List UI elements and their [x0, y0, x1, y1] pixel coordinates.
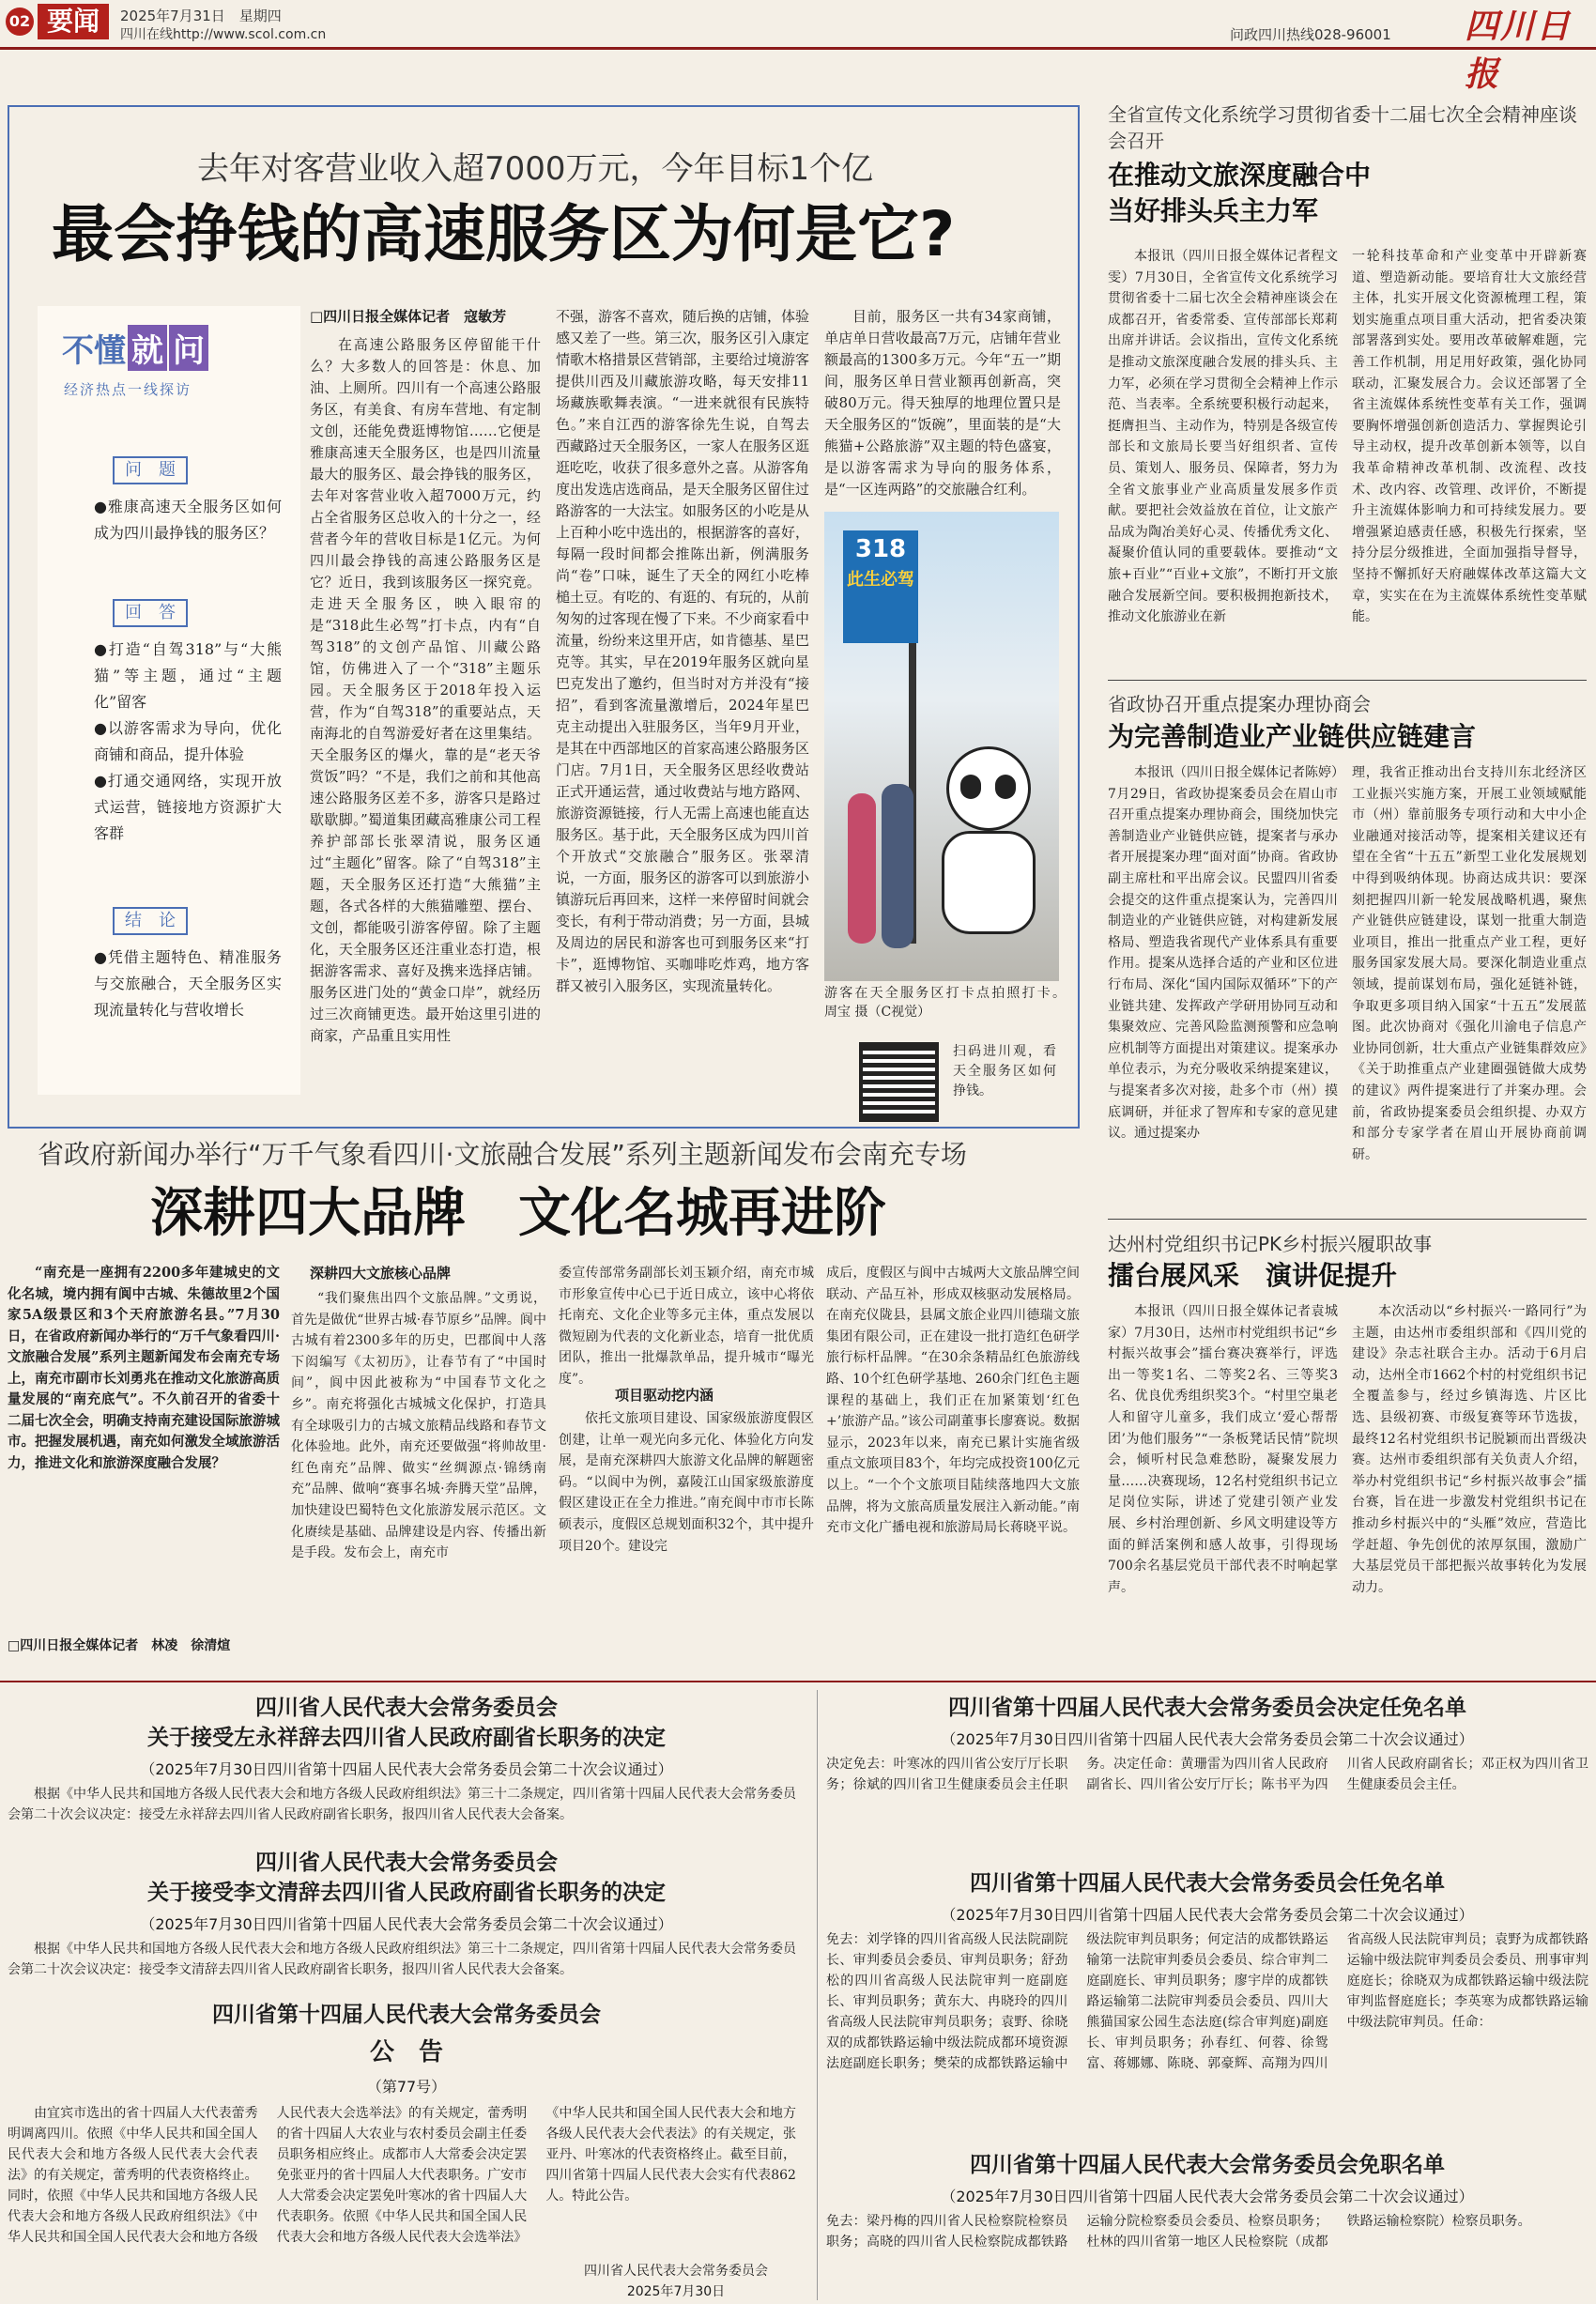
section-label: 要闻	[38, 4, 109, 39]
story3-kicker: 省政协召开重点提案办理协商会	[1108, 693, 1371, 715]
issue-date: 2025年7月31日 星期四	[120, 8, 282, 24]
story1-photo-caption: 游客在天全服务区打卡点拍照打卡。 周宝 摄（C视觉）	[824, 986, 1112, 1020]
story5-col2b: 依托文旅项目建设、国家级旅游度假区创建，让单一观光向多元化、体验化方向发展，是南充深耕四大旅游文化品牌的解题密码。“以阆中为例，嘉陵江山国家级旅游度假区建设正在全力推进。”南充阆中市市长陈硕表示，度假区总规划面积32个，其中提升项目20个。建设完	[559, 1411, 814, 1554]
qr-note: 扫码进川观，看天全服务区如何挣钱。	[953, 1044, 1056, 1098]
notice5-date: （2025年7月30日四川省第十四届人民代表大会常务委员会第二十次会议通过）	[941, 1906, 1474, 1924]
story5-headline: 深耕四大品牌 文化名城再进阶	[150, 1183, 886, 1244]
notice2-org: 四川省人民代表大会常务委员会	[255, 1851, 558, 1875]
story4-col2: 本次活动以“乡村振兴·一路同行”为主题，由达州市委组织部和《四川党的建设》杂志社联合主办。活动于6月启动，达州全市1662个村的村党组织书记全覆盖参与，经过乡镇海选、片区比选、县级初赛、市级复赛等环节选拔，最终12名村党组织书记脱颖而出晋级决赛。达州市委组织部有关负责人介绍，举办村党组织书记“乡村振兴故事会”擂台赛，旨在进一步激发村党组织书记在推动乡村振兴中的“头雁”效应，营造比学赶超、争先创优的浓厚氛围，激励广大基层党员干部把振兴故事转化为发展动力。	[1352, 1304, 1587, 1595]
notice6-body: 免去：梁丹梅的四川省人民检察院检察员职务；高晓的四川省人民检察院成都铁路运输分院检察委员会委员、检察员职务；杜林的四川省第一地区人民检察院（成都铁路运输检察院）检察员职务。	[826, 2214, 1531, 2250]
sidebar-tagline: 经济热点一线探访	[64, 381, 192, 398]
panda-figure	[937, 746, 1040, 934]
notice4-date: （2025年7月30日四川省第十四届人民代表大会常务委员会第二十次会议通过）	[941, 1730, 1474, 1748]
answer-label: 回 答	[113, 599, 188, 627]
story2-col2: 一轮科技革命和产业变革中开辟新赛道、塑造新动能。要培育壮大文旅经营主体，扎实开展文化资源梳理工程，策划实施重点项目重大活动，把省委决策部署落到实处。要用改革破解难题，完善工作机制，用足用好政策，强化协同联动，汇聚发展合力。会议还部署了全省主流媒体系统性变革有关工作，强调要胸怀增强创新创造活力、掌握舆论引导主动权，提升改革创新本领等，以自我革命精神改革机制、改流程、改技术、改内容、改管理、改评价，不断提升主流媒体影响力和可持续发展力。要增强紧迫感责任感，积极先行探索，坚持分层分级推进，全面加强指导督导，坚持不懈抓好天府融媒体改革这篇大文章，实实在在为主流媒体系统性变革赋能。	[1352, 249, 1587, 625]
notice1-org: 四川省人民代表大会常务委员会	[255, 1696, 558, 1720]
notice3-sign-date: 2025年7月30日	[626, 2284, 726, 2299]
question-label: 问 题	[113, 456, 188, 484]
story5-byline: □四川日报全媒体记者 林凌 徐清煊	[8, 1638, 231, 1653]
story1-photo	[824, 512, 1059, 981]
divider	[1108, 680, 1587, 681]
story5-lead: “南充是一座拥有2200多年建城史的文化名城，境内拥有阆中古城、朱德故里2个国家5A级景区和3个天府旅游名县。”7月30日，在省政府新闻办举行的“万千气象看四川·文旅融合发展”系列主题新闻发布会南充专场上，南充市副市长刘勇兆在推动文化旅游高质量发展的“南充底气”。不久前召开的省委十二届七次全会，明确支持南充建设国际旅游城市。把握发展机遇，南充如何激发全域旅游活力，推进文化和旅游深度融合发展？	[8, 1265, 280, 1471]
notice4-body: 决定免去：叶寒冰的四川省公安厅厅长职务；徐斌的四川省卫生健康委员会主任职务。决定任命：黄珊雷为四川省人民政府副省长、四川省公安厅厅长；陈书平为四川省人民政府副省长；邓正权为四川省卫生健康委员会主任。	[826, 1757, 1588, 1792]
answer-item: ●打造“自驾318”与“大熊猫”等主题，通过“主题化”留客	[94, 640, 282, 711]
notice3-number: （第77号）	[366, 2078, 447, 2096]
conclusion-text: ●凭借主题特色、精准服务与交旅融合，天全服务区实现流量转化与营收增长	[94, 948, 282, 1019]
sign-318: 318	[854, 535, 907, 563]
notice4-title: 四川省第十四届人民代表大会常务委员会决定任免名单	[948, 1696, 1466, 1720]
story5-col3: 成后，度假区与阆中古城两大文旅品牌空间联动、产品互补，形成双核驱动发展格局。在南充仪陇县，县属文旅企业四川德瑞文旅集团有限公司，正在建设一批打造红色研学旅行标杆品牌。“在30余条精品红色旅游线路、10个红色研学基地、260余门红色主题课程的基础上，我们正在加紧策划‘红色+’旅游产品。”该公司副董事长廖赛说。数据显示，2023年以来，南充已累计实施省级重点文旅项目83个，年均完成投资100亿元以上。“一个个文旅项目陆续落地四大文旅品牌，将为文旅高质量发展注入新动能。”南充市文化广播电视和旅游局局长蒋晓平说。	[826, 1266, 1080, 1536]
story3-headline: 为完善制造业产业链供应链建言	[1108, 721, 1477, 752]
brand-text-b: 就	[128, 325, 167, 371]
notice6-date: （2025年7月30日四川省第十四届人民代表大会常务委员会第二十次会议通过）	[941, 2188, 1474, 2205]
story5-subhead-2: 项目驱动挖内涵	[615, 1387, 714, 1404]
answer-item: ●以游客需求为导向，优化商铺和商品，提升体验	[94, 719, 282, 763]
divider	[1108, 1219, 1587, 1220]
notice2-date: （2025年7月30日四川省第十四届人民代表大会常务委员会第二十次会议通过）	[140, 1915, 673, 1933]
answer-list	[94, 637, 282, 847]
notice3-body: 由宜宾市选出的省十四届人大代表蕾秀明调离四川。依照《中华人民共和国全国人民代表大会和地方各级人民代表大会代表法》的有关规定，蕾秀明的代表资格终止。同时，依照《中华人民共和国地方各级人民代表大会和地方各级人民政府组织法》《中华人民共和国全国人民代表大会和地方各级人民代表大会选举法》的有关规定，蕾秀明的省十四届人大农业与农村委员会副主任委员职务相应终止。成都市人大常委会决定罢免张亚丹的省十四届人大代表职务。广安市人大常委会决定罢免叶寒冰的省十四届人大代表职务。依照《中华人民共和国全国人民代表大会和地方各级人民代表大会选举法》《中华人民共和国全国人民代表大会和地方各级人民代表大会代表法》的有关规定，张亚丹、叶寒冰的代表资格终止。截至目前，四川省第十四届人民代表大会实有代表862人。特此公告。	[8, 2106, 796, 2245]
story4-kicker: 达州村党组织书记PK乡村振兴履职故事	[1108, 1233, 1433, 1255]
sidebar-brand	[62, 325, 208, 371]
notice3-sign-org: 四川省人民代表大会常务委员会	[584, 2264, 768, 2279]
story4-col1: 本报讯（四川日报全媒体记者袁城家）7月30日，达州市村党组织书记“乡村振兴故事会”擂台赛决赛举行，评选出一等奖1名、二等奖2名、三等奖3名、优良优秀组织奖3个。“村里空巢老人和留守儿童多，我们成立‘爱心帮帮团’为他们服务”“一条板凳话民情”院坝会，倾听村民急难愁盼，凝聚发展力量……决赛现场，12名村党组织书记立足岗位实际，讲述了党建引领产业发展、乡村治理创新、乡风文明建设等方面的鲜活案例和感人故事，引得现场700余名基层党员干部代表不时响起掌声。	[1108, 1304, 1338, 1595]
story3-col1: 本报讯（四川日报全媒体记者陈婷）7月29日，省政协提案委员会在眉山市召开重点提案办理协商会，围绕加快完善制造业产业链供应链，提案者与承办者开展提案办理“面对面”协商。省政协副主席杜和平出席会议。民盟四川省委会提交的这件重点提案认为，完善四川制造业的产业链供应链，对构建新发展格局、塑造我省现代产业体系具有重要作用。提案从选择合适的产业和区位进行布局、深化“国内国际双循环”下的产业链共建、发挥政产学研用协同互动和集聚效应、完善风险监测预警和应急响应机制等方面提出对策建议。提案承办单位表示，为充分吸收采纳提案建议，与提案者多次对接，赴多个市（州）摸底调研，并征求了智库和专家的意见建议。通过提案办	[1108, 765, 1338, 1142]
section-rule	[0, 1681, 1596, 1682]
notice3-org: 四川省第十四届人民代表大会常务委员会	[212, 2003, 601, 2027]
story2-headline-a: 在推动文旅深度融合中	[1108, 160, 1372, 191]
hotline: 问政四川热线028-96001	[1230, 26, 1391, 43]
story1-col1: 在高速公路服务区停留能干什么？大多数人的回答是：休息、加油、上厕所。四川有一个高速公路服务区，有美食、有房车营地、有定制文创，还能免费逛博物馆……它便是雅康高速天全服务区，也是四川流量最大的服务区、最会挣钱的服务区，去年对客营业收入超7000万元，约占全省服务区总收入的十分之一，经营者今年的营收目标是1亿元。为何四川最会挣钱的高速公路服务区是它？近日，我到该服务区一探究竟。走进天全服务区，映入眼帘的是“318此生必驾”打卡点，内有“自驾318”的文创产品馆、川藏公路馆，仿佛进入了一个“318”主题乐园。天全服务区于2018年投入运营，作为“自驾318”的重要站点，天南海北的自驾游爱好者在这里集结。天全服务区的爆火，靠的是“老天爷赏饭”吗？“不是，我们之前和其他高速公路服务区差不多，游客只是路过歇歇脚。”蜀道集团藏高雅康公司工程养护部部长张翠清说，服务区通过“主题化”留客。除了“自驾318”主题，天全服务区还打造“大熊猫”主题，各式各样的大熊猫雕塑、摆台、文创，都能吸引游客停留。除了主题化，天全服务区还注重业态打造，根据游客需求、喜好及携来选择店铺。服务区进门处的“黄金口岸”，就经历过三次商铺更迭。最开始这里引进的商家，产品重且实用性	[310, 336, 541, 1044]
story1-byline: □四川日报全媒体记者 寇敏芳	[310, 308, 507, 325]
story5-kicker: 省政府新闻办举行“万千气象看四川·文旅融合发展”系列主题新闻发布会南充专场	[38, 1139, 967, 1170]
notice1-body: 根据《中华人民共和国地方各级人民代表大会和地方各级人民政府组织法》第三十二条规定，四川省第十四届人民代表大会常务委员会第二十次会议决定：接受左永祥辞去四川省人民政府副省长职务，报四川省人民代表大会备案。	[8, 1787, 796, 1822]
question-text: ●雅康高速天全服务区如何成为四川最挣钱的服务区？	[94, 498, 282, 542]
sign-main: 此生必驾	[847, 570, 914, 590]
notice1-title: 关于接受左永祥辞去四川省人民政府副省长职务的决定	[147, 1726, 666, 1750]
story2-kicker: 全省宣传文化系统学习贯彻省委十二届七次全会精神座谈会召开	[1108, 103, 1577, 152]
story2-col1: 本报讯（四川日报全媒体记者程文雯）7月30日，全省宣传文化系统学习贯彻省委十二届七次全会精神座谈会在成都召开，省委常委、宣传部部长郑莉出席并讲话。会议指出，宣传文化系统是推动文旅深度融合发展的排头兵、主力军，必须在学习贯彻全会精神上作示范、当表率。全系统要积极行动起来，挺膺担当、主动作为，特别是各级宣传部长和文旅局长要当好组织者、宣传员、策划人、服务员、保障者，努力为全省文旅事业产业高质量发展多作贡献。要把社会效益放在首位，让文旅产品成为陶冶美好心灵、传播优秀文化、凝聚价值认同的重要载体。要推动“文旅+百业”“百业+文旅”，不断打开文旅融合发展新空间。要积极拥抱新技术，推动文化旅游业在新	[1108, 249, 1338, 625]
notice6-title: 四川省第十四届人民代表大会常务委员会免职名单	[970, 2153, 1445, 2177]
story1-col3: 目前，服务区一共有34家商铺，单店单日营收最高7万元，店铺年营业额最高的1300多万元。今年“五一”期间，服务区单日营业额再创新高，突破80万元。得天独厚的地理位置只是天全服务区的“饭碗”，里面装的是“大熊猫+公路旅游”双主题的特色盛宴，是以游客需求为导向的服务体系，是“一区连两路”的交旅融合红利。	[824, 308, 1061, 498]
photo-sign-318	[843, 530, 918, 643]
page-number-badge: 02	[6, 8, 34, 36]
story1-kicker: 去年对客营业收入超7000万元，今年目标1个亿	[197, 150, 874, 188]
story2-headline-b: 当好排头兵主力军	[1108, 195, 1319, 226]
brand-text-c: 问	[169, 325, 208, 371]
newspaper-logo: 四川日报	[1465, 7, 1573, 94]
sidebar	[38, 306, 300, 1095]
column-divider	[817, 1690, 818, 2300]
story1-headline: 最会挣钱的高速服务区为何是它?	[52, 198, 956, 270]
story3-col2: 理，我省正推动出台支持川东北经济区工业振兴实施方案，开展工业领域赋能市（州）靠前服务专项行动和大中小企业融通对接活动等，提案相关建议还有望在全省“十五五”新型工业化发展规划中得到吸纳体现。协商达成共识：要深刻把握四川新一轮发展战略机遇，聚焦产业链供应链建设，谋划一批重大制造业项目，推出一批重点产业工程，更好服务国家发展大局。要深化制造业重点领域，提前谋划布局，强化延链补链，争取更多项目纳入国家“十五五”发展蓝图。此次协商对《强化川渝电子信息产业协同创新，壮大重点产业链集群效应》《关于助推重点产业建圈强链做大成势的建议》两件提案进行了并案办理。会前，省政协提案委员会组织提、办双方和部分专家学者在眉山开展协商前调研。	[1352, 765, 1587, 1162]
notice2-body: 根据《中华人民共和国地方各级人民代表大会和地方各级人民政府组织法》第三十二条规定，四川省第十四届人民代表大会常务委员会第二十次会议决定：接受李文清辞去四川省人民政府副省长职务，报四川省人民代表大会备案。	[8, 1942, 796, 1977]
story1-col2: 不强，游客不喜欢，随后换的店铺，体验感又差了一些。第三次，服务区引入康定情歌木格措景区营销部，主要给过境游客提供川西及川藏旅游攻略，每天安排11场藏族歌舞表演。“一进来就很有民族特色。”来自江西的游客徐先生说，自驾去西藏路过天全服务区，一家人在服务区逛逛吃吃，收获了很多意外之喜。从游客角度出发选店选商品，是天全服务区留住过路游客的一大法宝。如服务区的小吃是从上百种小吃中选出的，根据游客的喜好，每隔一段时间都会推陈出新，例满服务尚“卷”口味，诞生了天全的网红小吃棒槌土豆。有吃的、有逛的、有玩的，从前匆匆的过客现在慢了下来。不少商家看中流量，纷纷来这里开店，如肯德基、星巴克等。其实，早在2019年服务区就向星巴克发出了邀约，但当时对方并没有“接招”，看到客流量激增后，2024年星巴克主动提出入驻服务区，当年9月开业，是其在中西部地区的首家高速公路服务区门店。7月1日，天全服务区思经收费站正式开通运营，通过收费站与地方路网、旅游资源链接，行人无需上高速也能直达服务区。基于此，天全服务区成为四川首个开放式“交旅融合”服务区。张翠清说，一方面，服务区的游客可以到旅游小镇游玩后再回来，这样一来停留时间就会变长，有利于带动消费；另一方面，县城及周边的居民和游客也可到服务区来“打卡”，逛博物馆、买咖啡吃炸鸡，地方客群又被引入服务区，实现流量转化。	[556, 308, 810, 994]
tourists	[848, 784, 923, 953]
notice5-title: 四川省第十四届人民代表大会常务委员会任免名单	[970, 1871, 1445, 1896]
notice5-body: 免去：刘学锋的四川省高级人民法院副院长、审判委员会委员、审判员职务；舒劲松的四川省高级人民法院审判一庭副庭长、审判员职务；黄东大、冉晓玲的四川省高级人民法院审判员职务；袁野、徐晓双的成都铁路运输中级法院成都环境资源法庭副庭长职务；樊荣的成都铁路运输中级法院审判员职务；何定洁的成都铁路运输第一法院审判委员会委员、综合审判二庭副庭长、审判员职务；廖宇岸的成都铁路运输第二法院审判委员会委员、四川大熊猫国家公园生态法庭(综合审判庭)副庭长、审判员职务；孙春红、何蓉、徐鸳富、蒋娜娜、陈晓、郭豪辉、高翔为四川省高级人民法院审判员；袁野为成都铁路运输中级法院审判委员会委员、刑事审判庭庭长；徐晓双为成都铁路运输中级法院审判监督庭庭长；李英寒为成都铁路运输中级法院审判员。任命：	[826, 1932, 1588, 2071]
site-url[interactable]: 四川在线http://www.scol.com.cn	[120, 27, 327, 42]
brand-text-a: 不懂	[62, 332, 126, 370]
story5-col2: 委宣传部常务副部长刘玉颖介绍，南充市城市形象宣传中心已于近日成立，该中心将依托南充、文化企业等多元主体，重点发展以微短剧为代表的文化新业态，培育一批优质团队，推出一批爆款单品，提升城市“曝光度”。	[559, 1266, 814, 1387]
story4-headline: 擂台展风采 演讲促提升	[1108, 1260, 1398, 1291]
header-rule	[0, 47, 1596, 50]
answer-item: ●打通交通网络，实现开放式运营，链接地方资源扩大客群	[94, 772, 282, 842]
conclusion-label: 结 论	[113, 907, 188, 935]
story5-subhead-1: 深耕四大文旅核心品牌	[310, 1265, 452, 1282]
notice1-date: （2025年7月30日四川省第十四届人民代表大会常务委员会第二十次会议通过）	[140, 1760, 673, 1778]
story5-col1: “我们聚焦出四个文旅品牌。”文勇说，首先是做优“世界古城·春节原乡”品牌。阆中古城有着2300多年的历史，巴郡阆中人落下闳编写《太初历》，让春节有了“中国时间”，阆中因此被称为“中国春节文化之乡”。南充将强化古城城文化保护，打造具有全球吸引力的古城文旅精品线路和春节文化体验地。此外，南充还要做强“将帅故里·红色南充”品牌、做实“丝绸源点·锦绣南充”品牌、做响“赛事名城·奔腾天堂”品牌，加快建设巴蜀特色文化旅游发展示范区。文化赓续是基础、品牌建设是内容、传播出新是手段。发布会上，南充市	[291, 1291, 546, 1561]
notice3-title: 公 告	[369, 2038, 443, 2066]
qr-code[interactable]	[859, 1042, 939, 1122]
notice2-title: 关于接受李文清辞去四川省人民政府副省长职务的决定	[147, 1881, 666, 1905]
